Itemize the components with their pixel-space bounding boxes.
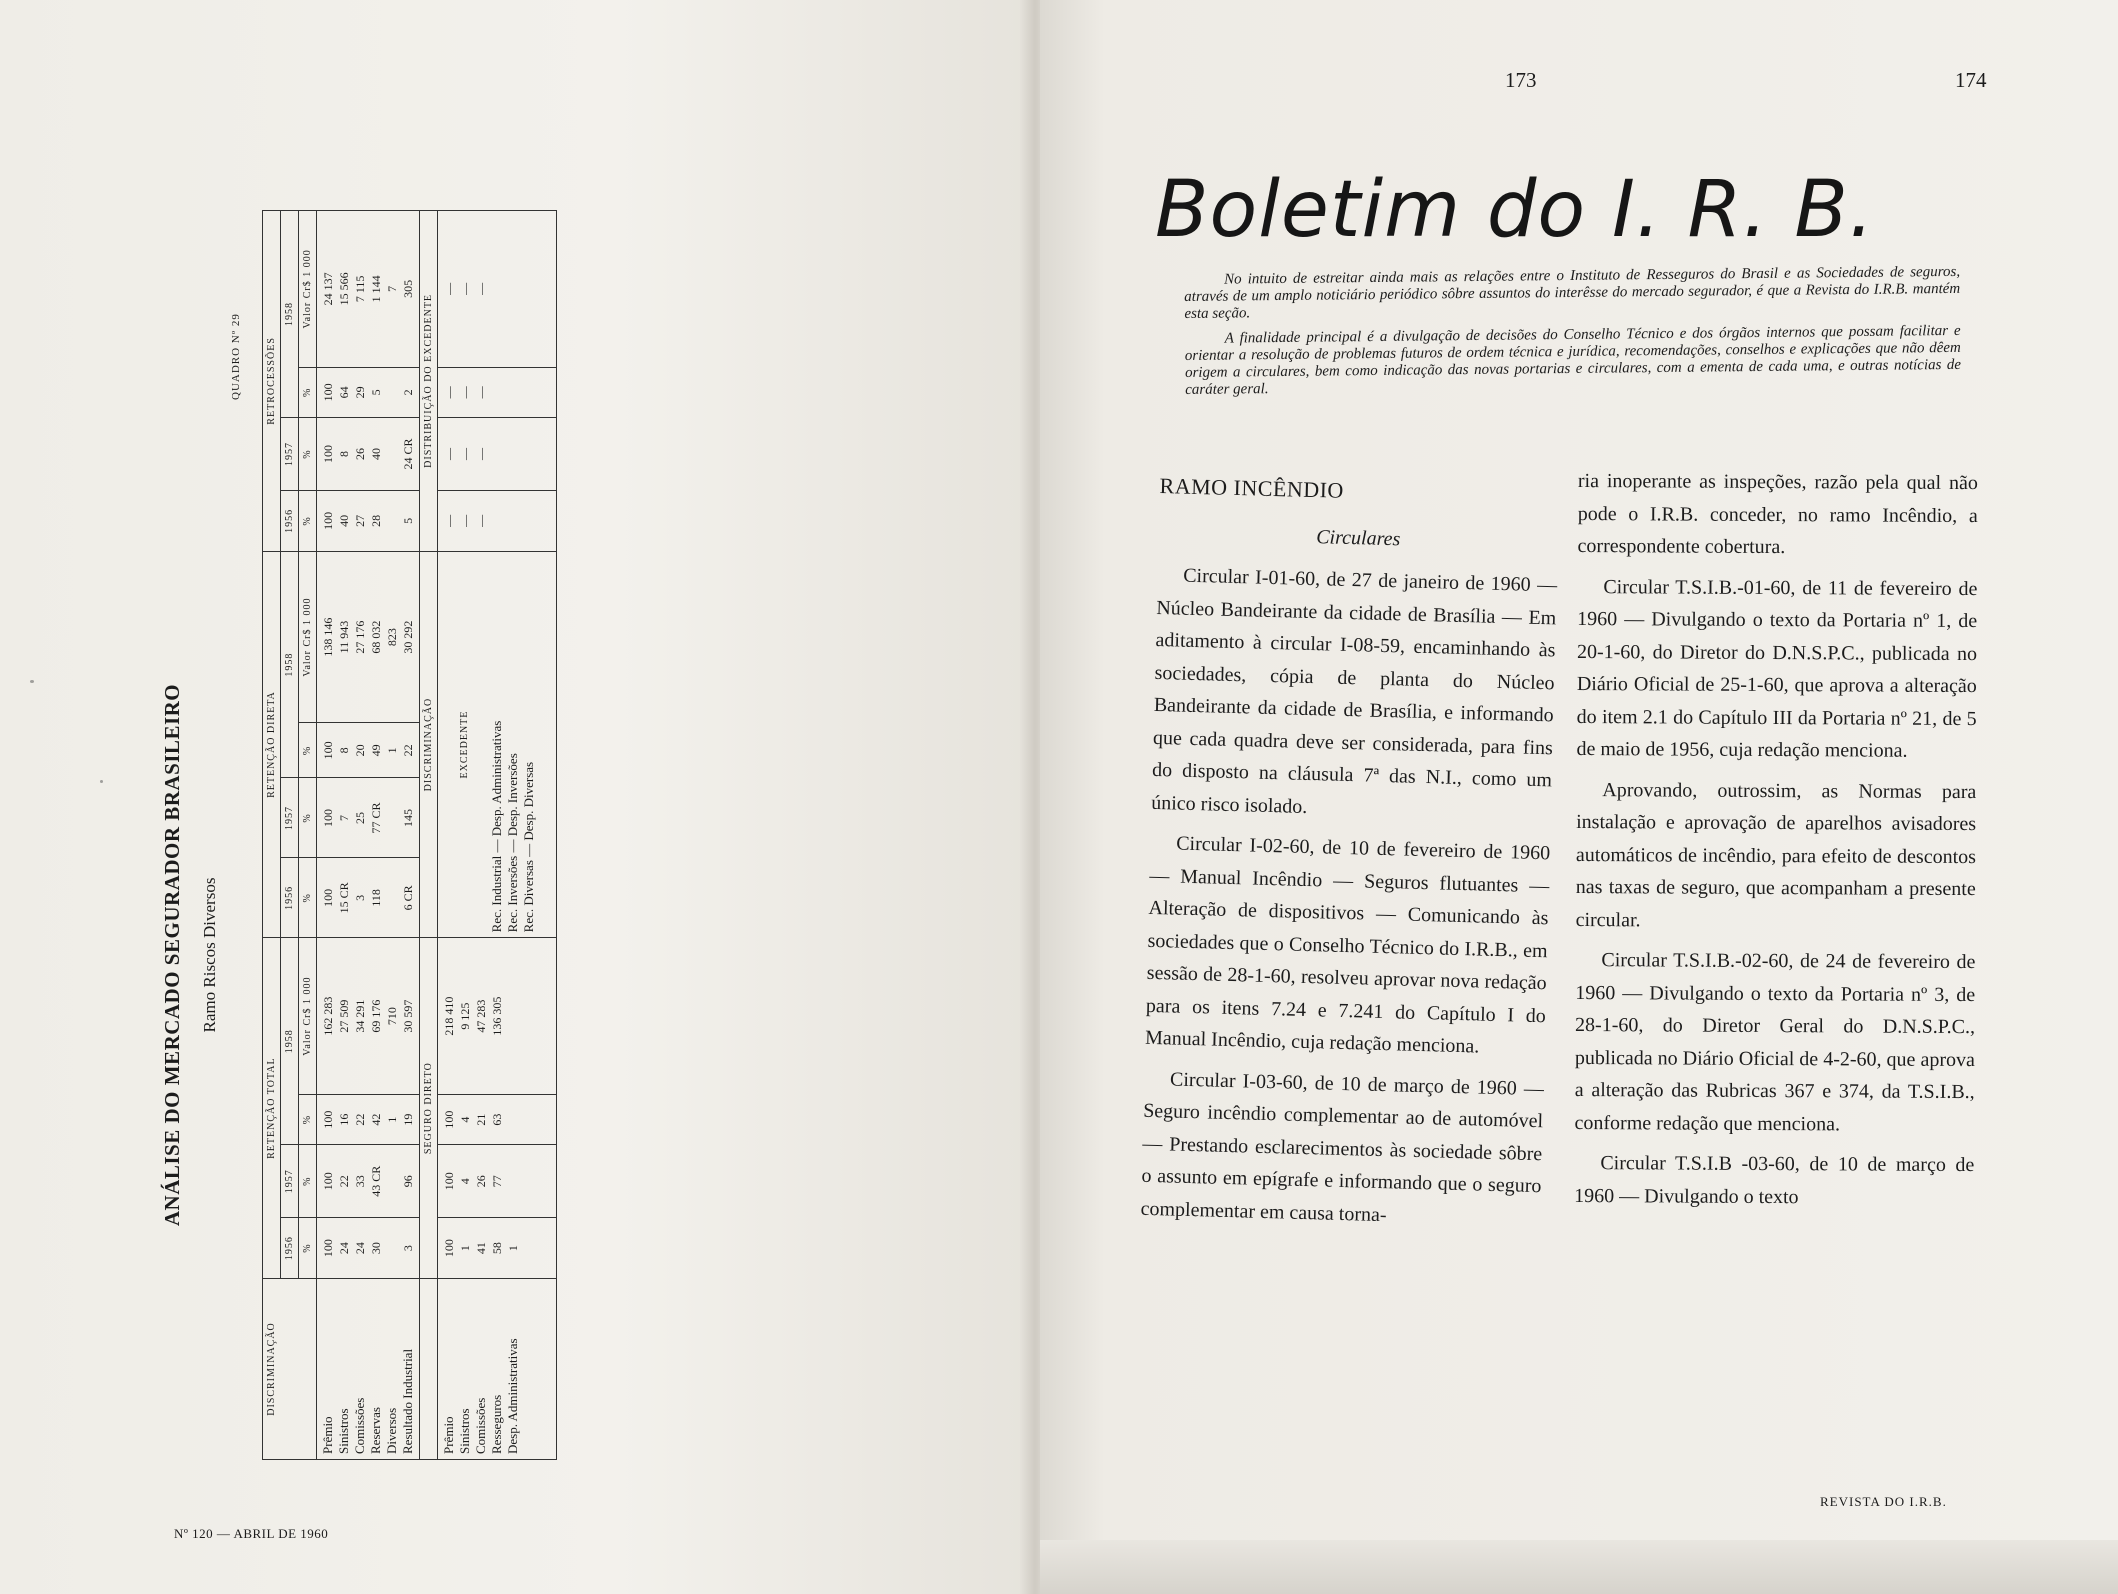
year-1958: 1958 xyxy=(281,938,299,1145)
ink-spot xyxy=(100,780,103,783)
rotated-table-block xyxy=(130,210,690,1460)
rt-1958-pct: 100 16 22 42 1 19 xyxy=(317,1094,420,1144)
header-row-3 xyxy=(299,211,317,1460)
valor-header: Valor Cr$ 1 000 xyxy=(299,551,317,723)
group-seguro-direto: SEGURO DIRETO xyxy=(420,938,438,1279)
excedente-cell xyxy=(438,551,557,938)
rt-1958-valor: 162 283 27 509 34 291 69 176 710 30 597 xyxy=(317,938,420,1095)
pct-header: % xyxy=(299,858,317,938)
rc-1956: 100 40 27 28 5 xyxy=(317,491,420,552)
rc-1958-pct: 100 64 29 5 2 xyxy=(317,367,420,417)
year-1957: 1957 xyxy=(281,1145,299,1218)
dist-1956: — — — xyxy=(438,491,557,552)
excedente-header: EXCEDENTE xyxy=(459,710,470,779)
valor-header: Valor Cr$ 1 000 xyxy=(299,211,317,368)
rd-1957: 100 7 25 77 CR 145 xyxy=(317,778,420,858)
ink-spot xyxy=(30,680,34,683)
circular-paragraph: Circular T.S.I.B.-01-60, de 11 de fevereiro de 1960 — Divulgando o texto da Portaria nº 1, de 20-1-60, do Diretor do D.N.S.P.C., publicada no Diário Oficial de 25-1-60, que aprova a alteração do item 2.1 do Capítulo III da Portaria nº 21, de 5 de maio de 1956, cuja redação menciona. xyxy=(1576,575,1978,762)
group-retencao-direta: RETENÇÃO DIRETA xyxy=(263,551,281,938)
table-title: ANÁLISE DO MERCADO SEGURADOR BRASILEIRO xyxy=(160,683,184,1227)
pct-header: % xyxy=(299,491,317,552)
rd-1958-valor: 138 146 11 943 27 176 68 032 823 30 292 xyxy=(317,551,420,723)
group-discriminacao: DISCRIMINAÇÃO xyxy=(420,551,438,938)
pct-header: % xyxy=(299,367,317,417)
left-footer: Nº 120 — ABRIL DE 1960 xyxy=(174,1526,329,1541)
pct-header: % xyxy=(299,418,317,491)
pct-header: % xyxy=(299,723,317,778)
col-discriminacao-2 xyxy=(420,1279,438,1460)
circular-paragraph: Circular T.S.I.B.-02-60, de 24 de fevereiro de 1960 — Divulgando o texto da Portaria nº 3, de 28-1-60, do Diretor Geral do D.N.S.P.C., publicada no Diário Oficial de 4-2-60, que aprova a alteração das Rubricas 367 e 374, da T.S.I.B., conforme redação que menciona. xyxy=(1574,949,1976,1135)
rd-1956: 100 15 CR 3 118 6 CR xyxy=(317,858,420,938)
year-1958: 1958 xyxy=(281,551,299,778)
pct-header: % xyxy=(299,1218,317,1279)
boletim-title: Boletim do I. R. B. xyxy=(1155,165,1875,255)
analysis-table xyxy=(262,210,557,1460)
valor-header: Valor Cr$ 1 000 xyxy=(299,938,317,1095)
sd-1958-pct: 100 4 21 63 xyxy=(438,1094,557,1144)
page-number-174: 174 xyxy=(1955,68,1987,92)
pct-header: % xyxy=(299,1145,317,1218)
circular-paragraph: Circular I-02-60, de 10 de fevereiro de 1960 — Manual Incêndio — Seguros flutuantes — Alteração de dispositivos — Comunicando às sociedades que o Conselho Técnico do I.R.B., em sessão de 28-1-60, resolveu aprovar nova redação para os itens 7.24 e 7.241 do Capítulo I do Manual Incêndio, cuja redação menciona. xyxy=(1144,832,1551,1058)
year-1957: 1957 xyxy=(281,418,299,491)
sd-1957: 100 4 26 77 xyxy=(438,1145,557,1218)
page-number-173: 173 xyxy=(1505,68,1537,92)
circular-paragraph: Circular I-01-60, de 27 de janeiro de 1960 — Núcleo Bandeirante da cidade de Brasília — Em aditamento à circular I-08-59, encaminhando às sociedades, cópia de planta do Núcleo Bandeirante da cidade de Brasília, e informando que cada quadra deve ser considerada, para fins do disposto na cláusula 7ª das N.I., como um único risco isolado. xyxy=(1151,564,1558,818)
rt-1957: 100 22 33 43 CR 96 xyxy=(317,1145,420,1218)
quadro-number: QUADRO Nº 29 xyxy=(230,313,242,400)
circular-paragraph: Circular T.S.I.B -03-60, de 10 de março de 1960 — Divulgando o texto xyxy=(1574,1152,1975,1208)
text-column-2 xyxy=(1574,465,1978,1222)
year-1956: 1956 xyxy=(281,491,299,552)
group-distribuicao: DISTRIBUIÇÃO DO EXCEDENTE xyxy=(420,211,438,552)
section-heading: RAMO INCÊNDIO xyxy=(1159,472,1345,503)
row-labels: Prêmio Sinistros Comissões Reservas Diversos Resultado Industrial xyxy=(317,1279,420,1460)
rc-1958-valor: 24 137 15 566 7 115 1 144 7 305 xyxy=(317,211,420,368)
left-page xyxy=(0,0,1030,1594)
sd-1956: 100 1 41 58 1 xyxy=(438,1218,557,1279)
table-row-section-1 xyxy=(317,211,420,1460)
excedente-lines: Rec. Industrial — Desp. Administrativas Rec. Inversões — Desp. Inversões Rec. Diversas — Desp. Diversas xyxy=(489,720,536,933)
right-footer: REVISTA DO I.R.B. xyxy=(1820,1494,1947,1509)
rc-1957: 100 8 26 40 24 CR xyxy=(317,418,420,491)
rd-1958-pct: 100 8 20 49 1 22 xyxy=(317,723,420,778)
row-labels-2: Prêmio Sinistros Comissões Resseguros Desp. Administrativas xyxy=(438,1279,557,1460)
year-1957: 1957 xyxy=(281,778,299,858)
table-row-section-2 xyxy=(438,211,557,1460)
pct-header: % xyxy=(299,1094,317,1144)
dist-1958-valor: — — — xyxy=(438,211,557,368)
group-retrocessoes: RETROCESSÕES xyxy=(263,211,281,552)
circular-paragraph: Circular I-03-60, de 10 de março de 1960 — Seguro incêndio complementar ao de automóvel — Prestando esclarecimentos às sociedade sôbre o assunto em epígrafe e informando que o seguro complementar em causa torna- xyxy=(1140,1067,1545,1226)
col-discriminacao: DISCRIMINAÇÃO xyxy=(263,1279,317,1460)
page-edge-shadow xyxy=(1040,1540,2118,1594)
header-row-section-2 xyxy=(420,211,438,1460)
dist-1958-pct: — — — xyxy=(438,367,557,417)
dist-1957: — — — xyxy=(438,418,557,491)
sd-1958-valor: 218 410 9 125 47 283 136 305 xyxy=(438,938,557,1095)
circular-paragraph: Aprovando, outrossim, as Normas para instalação e aprovação de aparelhos avisadores automáticos de incêndio, para efeito de descontos nas taxas de seguro, que acompanham a presente circular. xyxy=(1575,778,1977,931)
table-subtitle: Ramo Riscos Diversos xyxy=(200,877,219,1033)
subsection-heading: Circulares xyxy=(1315,525,1401,550)
header-row-1 xyxy=(263,211,281,1460)
pct-header: % xyxy=(299,778,317,858)
intro-paragraph-1: No intuito de estreitar ainda mais as relações entre o Instituto de Resseguros do Brasil e as Sociedades de seguros, através de um amplo noticiário periódico sôbre assuntos do interêsse do mercado segurador, é que a Revista do I.R.B. mantém esta seção. xyxy=(1184,263,1961,322)
continued-paragraph: ria inoperante as inspeções, razão pela qual não pode o I.R.B. conceder, no ramo Incêndio, a correspondente cobertura. xyxy=(1577,469,1978,559)
year-1958: 1958 xyxy=(281,211,299,418)
rt-1956: 100 24 24 30 3 xyxy=(317,1218,420,1279)
intro-paragraph-2: A finalidade principal é a divulgação de decisões do Conselho Técnico e dos órgãos internos que possam facilitar e orientar a resolução de problemas futuros de ordem técnica e jurídica, recomendações, conselhos e explicações que não dêem origem a circulares, bem como indicação das novas portarias e circulares, com a ementa de cada uma, e outras notícias de caráter geral. xyxy=(1184,322,1962,398)
header-row-2 xyxy=(281,211,299,1460)
text-column-1 xyxy=(1140,470,1560,1243)
intro-block xyxy=(1184,264,1961,407)
group-retencao-total: RETENÇÃO TOTAL xyxy=(263,938,281,1279)
year-1956: 1956 xyxy=(281,858,299,938)
year-1956: 1956 xyxy=(281,1218,299,1279)
